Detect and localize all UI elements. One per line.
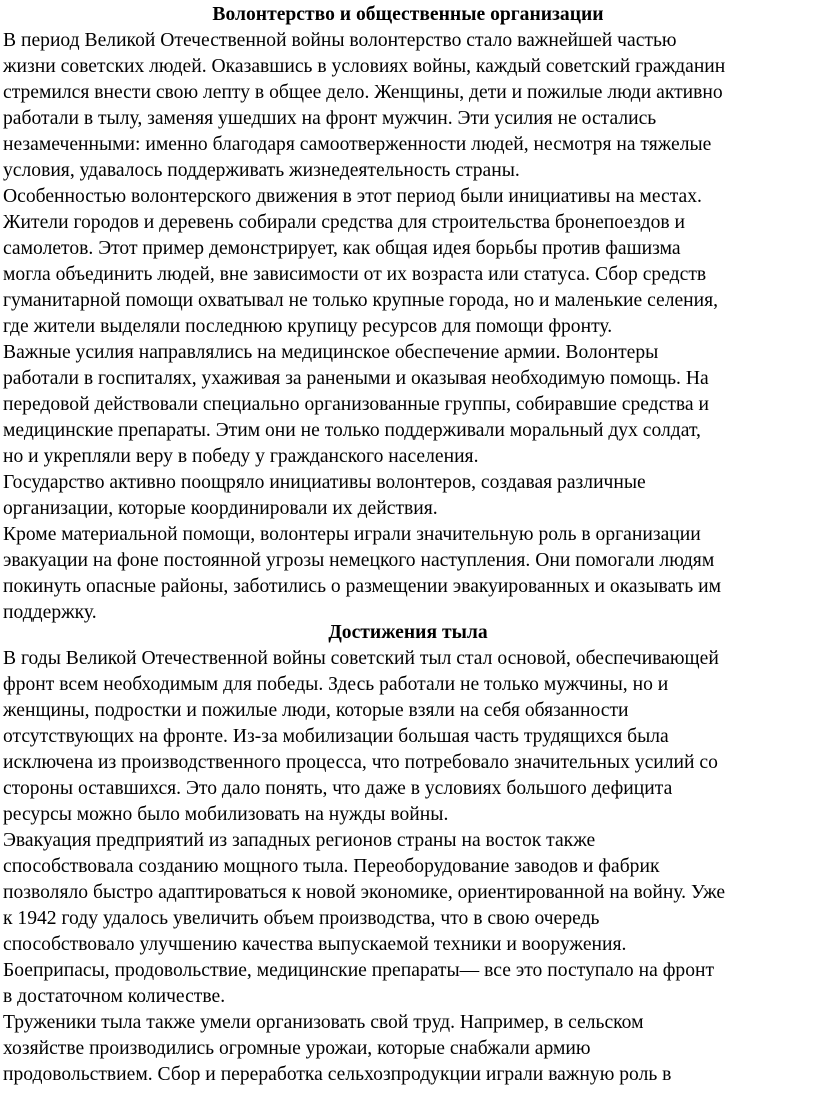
document-title: Волонтерство и общественные организации (212, 4, 604, 25)
text-line: В период Великой Отечественной войны волонтерство стало важнейшей частью (3, 30, 677, 51)
text-line: отсутствующих на фронте. Из-за мобилизации большая часть трудящихся была (3, 726, 669, 747)
text-line: гуманитарной помощи охватывал не только крупные города, но и маленькие селения, (3, 290, 719, 311)
text-line: в достаточном количестве. (3, 986, 226, 1007)
text-line: покинуть опасные районы, заботились о размещении эвакуированных и оказывать им (3, 576, 721, 597)
text-line: могла объединить людей, вне зависимости от их возраста или статуса. Сбор средств (3, 264, 707, 285)
text-line: продовольствием. Сбор и переработка сельхозпродукции играли важную роль в (3, 1064, 672, 1085)
text-line: но и укрепляли веру в победу у гражданского населения. (3, 446, 479, 467)
text-line: эвакуации на фоне постоянной угрозы немецкого наступления. Они помогали людям (3, 550, 715, 571)
text-line: Боеприпасы, продовольствие, медицинские препараты— все это поступало на фронт (3, 960, 715, 981)
text-line: Особенностью волонтерского движения в этот период были инициативы на местах. (3, 186, 702, 207)
text-line: самолетов. Этот пример демонстрирует, как общая идея борьбы против фашизма (3, 238, 681, 259)
text-line: хозяйстве производились огромные урожаи, которые снабжали армию (3, 1038, 591, 1059)
text-line: работали в госпиталях, ухаживая за ранеными и оказывая необходимую помощь. На (3, 368, 709, 389)
text-line: передовой действовали специально организованные группы, собиравшие средства и (3, 394, 709, 415)
text-line: жизни советских людей. Оказавшись в условиях войны, каждый советский гражданин (3, 56, 726, 77)
text-line: женщины, подростки и пожилые люди, которые взяли на себя обязанности (3, 700, 629, 721)
text-line: Важные усилия направлялись на медицинское обеспечение армии. Волонтеры (3, 342, 659, 363)
text-line: В годы Великой Отечественной войны советский тыл стал основой, обеспечивающей (3, 648, 719, 669)
text-line: Государство активно поощряло инициативы волонтеров, создавая различные (3, 472, 646, 493)
text-line: способствовало улучшению качества выпускаемой техники и вооружения. (3, 934, 627, 955)
text-line: стороны оставшихся. Это дало понять, что даже в условиях большого дефицита (3, 778, 673, 799)
text-line: к 1942 году удалось увеличить объем производства, что в свою очередь (3, 908, 600, 929)
text-line: способствовала созданию мощного тыла. Переоборудование заводов и фабрик (3, 856, 660, 877)
text-line: ресурсы можно было мобилизовать на нужды войны. (3, 804, 449, 825)
text-line: медицинские препараты. Этим они не только поддерживали моральный дух солдат, (3, 420, 701, 441)
text-line: Жители городов и деревень собирали средства для строительства бронепоездов и (3, 212, 686, 233)
text-line: фронт всем необходимым для победы. Здесь работали не только мужчины, но и (3, 674, 669, 695)
text-line: стремился внести свою лепту в общее дело. Женщины, дети и пожилые люди активно (3, 82, 723, 103)
text-line: позволяло быстро адаптироваться к новой экономике, ориентированной на войну. Уже (3, 882, 726, 903)
text-line: организации, которые координировали их действия. (3, 498, 438, 519)
text-line: работали в тылу, заменяя ушедших на фронт мужчин. Эти усилия не остались (3, 108, 657, 129)
text-line: исключена из производственного процесса, что потребовало значительных усилий со (3, 752, 718, 773)
text-line: незамеченными: именно благодаря самоотверженности людей, несмотря на тяжелые (3, 134, 712, 155)
text-line: где жители выделяли последнюю крупицу ресурсов для помощи фронту. (3, 316, 613, 337)
section-subtitle: Достижения тыла (328, 622, 488, 643)
text-line: поддержку. (3, 602, 97, 623)
text-line: Эвакуация предприятий из западных регионов страны на восток также (3, 830, 596, 851)
text-line: Труженики тыла также умели организовать свой труд. Например, в сельском (3, 1012, 644, 1033)
text-line: условия, удавалось поддерживать жизнедеятельность страны. (3, 160, 520, 181)
text-line: Кроме материальной помощи, волонтеры играли значительную роль в организации (3, 524, 701, 545)
